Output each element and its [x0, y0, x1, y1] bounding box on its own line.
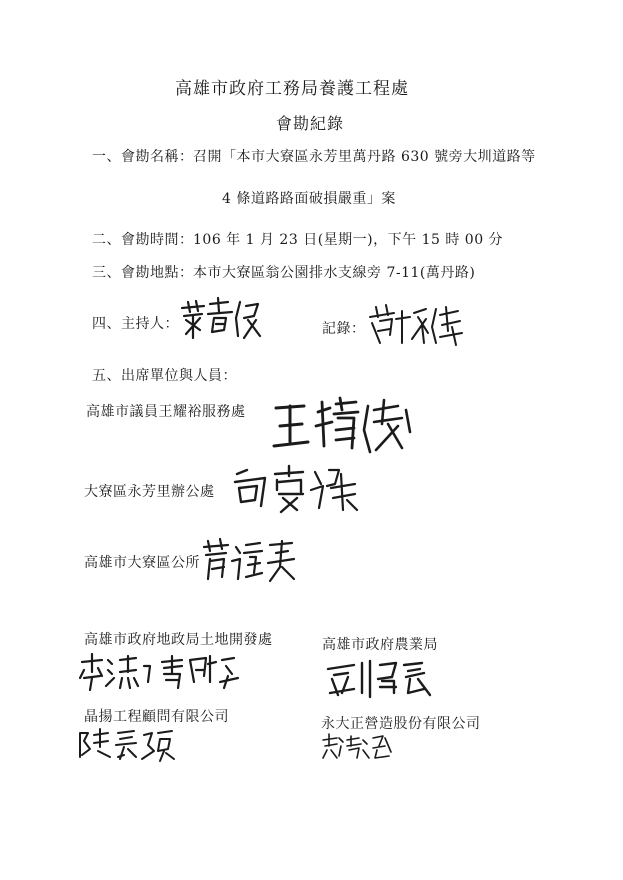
recorder-signature — [366, 303, 466, 347]
jingyang-signature — [76, 727, 176, 763]
village-office-signature — [231, 464, 359, 514]
attendees-label: 五、出席單位與人員： — [92, 368, 237, 384]
meeting-time-label: 二、會勘時間： — [92, 232, 194, 248]
meeting-place-label: 三、會勘地點： — [92, 265, 194, 281]
meeting-name-line2: 4 條道路路面破損嚴重」案 — [222, 191, 396, 207]
district-office-signature — [200, 537, 296, 585]
agriculture-signature — [324, 657, 434, 699]
land-dev-signature — [78, 652, 240, 692]
attendee-land-dev: 高雄市政府地政局土地開發處 — [84, 632, 273, 648]
recorder-label: 記錄： — [322, 321, 366, 337]
org-title: 高雄市政府工務局養護工程處 — [175, 79, 409, 99]
attendee-district-office: 高雄市大寮區公所 — [84, 555, 200, 571]
host-signature — [178, 296, 262, 342]
meeting-name-line1: 召開「本市大寮區永芳里萬丹路 630 號旁大圳道路等 — [193, 149, 536, 165]
yongdazheng-signature — [321, 732, 393, 762]
attendee-agriculture: 高雄市政府農業局 — [322, 637, 438, 653]
meeting-time-value: 106 年 1 月 23 日(星期一)，下午 15 時 00 分 — [193, 232, 504, 248]
attendee-village-office: 大寮區永芳里辦公處 — [84, 484, 215, 500]
meeting-name-label: 一、會勘名稱： — [92, 149, 194, 165]
page-title: 會勘紀錄 — [276, 114, 345, 133]
attendee-yongdazheng: 永大正營造股份有限公司 — [321, 716, 481, 732]
councilor-signature — [270, 396, 414, 458]
attendee-jingyang: 晶揚工程顧問有限公司 — [84, 709, 229, 725]
attendee-councilor: 高雄市議員王耀裕服務處 — [86, 404, 246, 420]
host-label: 四、主持人： — [92, 316, 179, 332]
meeting-place-value: 本市大寮區翁公園排水支線旁 7-11(萬丹路) — [193, 265, 476, 281]
